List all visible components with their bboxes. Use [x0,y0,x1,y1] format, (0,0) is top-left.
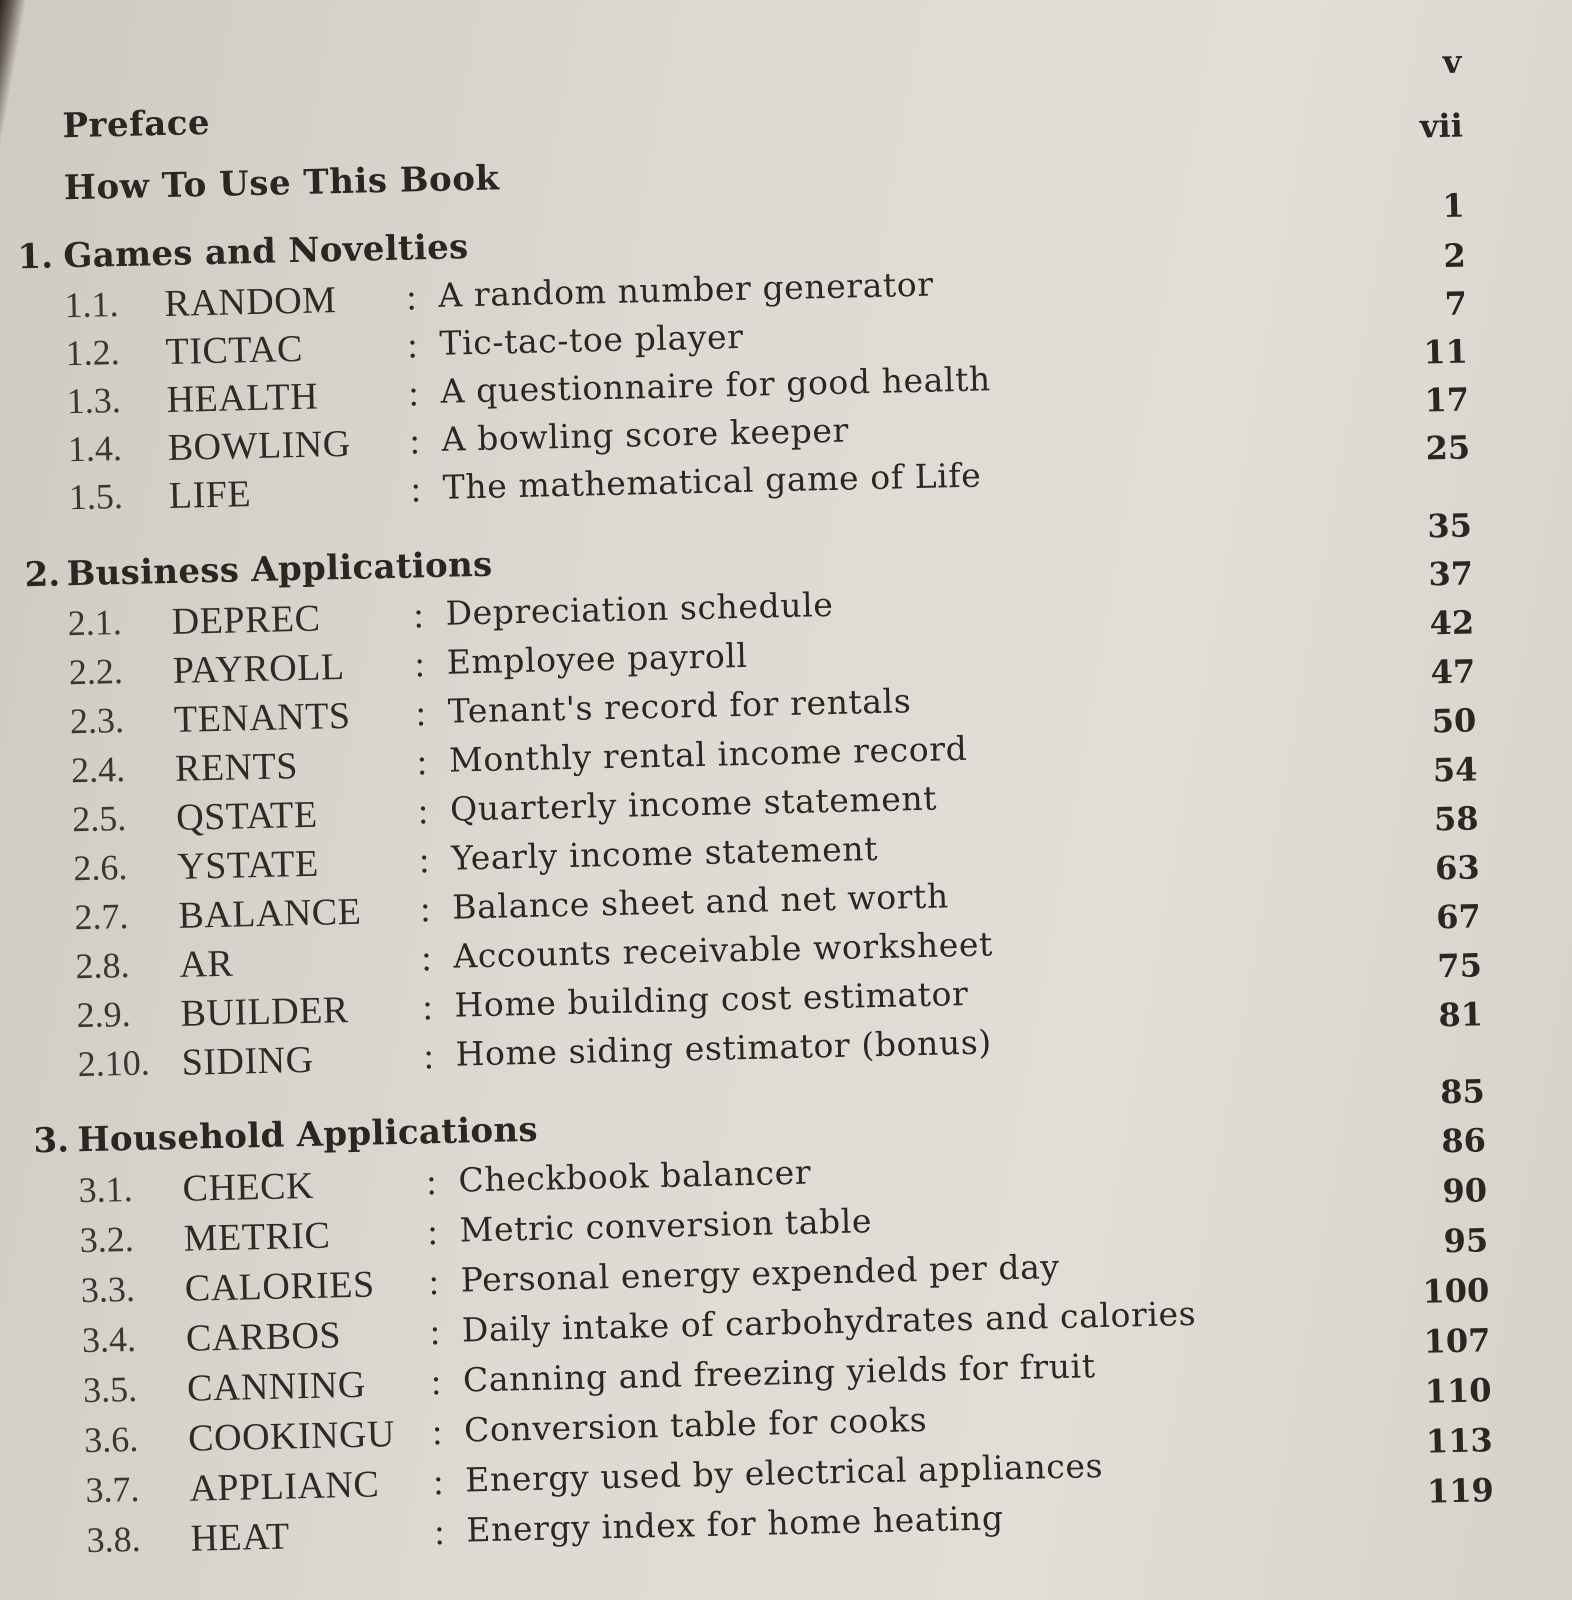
separator: : [409,421,421,462]
section-number: 2.9. [76,993,132,1036]
section-number: 2.7. [73,895,129,938]
separator: : [428,1262,440,1303]
section-description: The mathematical game of Life [442,455,982,507]
section-number: 1.3. [66,380,122,422]
separator: : [414,644,426,685]
section-description: Home siding estimator (bonus) [455,1022,993,1074]
section-description: Yearly income statement [450,828,879,878]
separator: : [418,840,430,881]
section-description: Conversion table for cooks [463,1399,928,1450]
page-number: 90 [1442,1171,1488,1211]
page-number: 58 [1433,799,1479,839]
separator: : [408,373,420,414]
separator: : [431,1412,443,1453]
separator: : [434,1511,445,1553]
page-number: 107 [1423,1321,1491,1361]
separator: : [419,889,431,930]
separator: : [410,469,422,510]
section-number: 3.5. [82,1368,138,1411]
section-name: QSTATE [175,793,319,839]
section-name: TENANTS [173,694,352,741]
separator: : [416,742,428,783]
page-number: 11 [1422,332,1469,372]
separator: : [423,1036,435,1077]
section-description: Metric conversion table [459,1201,873,1250]
section-description: Energy index for home heating [465,1498,1005,1550]
section-name: RENTS [174,745,299,790]
page-number: 63 [1434,848,1481,888]
section-name: RANDOM [164,279,337,326]
section-description: A questionnaire for good health [440,359,992,411]
entry-title: How To Use This Book [63,158,500,209]
page-number: 75 [1436,946,1483,986]
section-number: 2.3. [69,700,125,742]
section-number: 1.2. [65,332,121,374]
section-name: TICTAC [165,327,304,373]
section-name: PAYROLL [172,646,346,692]
section-description: Energy used by electrical appliances [464,1446,1104,1500]
page-number: 7 [1444,284,1468,323]
section-description: Monthly rental income record [448,728,968,780]
page-number: 100 [1422,1271,1490,1311]
section-description: Balance sheet and net worth [451,876,950,927]
section-name: CHECK [182,1164,315,1210]
page-number: 25 [1425,428,1471,468]
section-number: 3.1. [78,1168,134,1211]
section-description: Depreciation schedule [445,584,834,633]
section-number: 2.5. [71,798,127,840]
section-number: 3.2. [79,1218,135,1261]
section-name: METRIC [183,1214,331,1260]
page-number: 37 [1428,554,1474,594]
section-description: Canning and freezing yields for fruit [462,1346,1096,1400]
page-number: 2 [1443,236,1467,275]
separator: : [405,277,417,318]
page-number: 17 [1424,380,1470,420]
section-name: SIDING [181,1038,314,1084]
section-name: CARBOS [185,1314,342,1360]
separator: : [417,791,429,832]
section-name: CALORIES [184,1263,376,1310]
separator: : [429,1312,441,1353]
section-number: 3.4. [81,1318,137,1361]
section-number: 2.1. [67,602,123,644]
section-name: BALANCE [177,890,362,937]
section-number: 3.3. [80,1268,136,1311]
chapter-number: 2. [24,554,61,596]
section-description: Personal energy expended per day [460,1246,1061,1300]
page-number: v [1442,42,1462,81]
separator: : [413,595,425,636]
section-number: 2.10. [77,1042,151,1085]
section-description: A random number generator [437,264,935,315]
page-number: 119 [1426,1471,1495,1511]
section-name: AR [179,942,234,986]
chapter-title: Games and Novelties [62,227,469,277]
section-description: Quarterly income statement [449,778,938,829]
section-number: 2.6. [72,847,128,889]
separator: : [422,987,434,1028]
page-number: 35 [1426,506,1473,546]
section-number: 2.8. [75,944,130,987]
separator: : [407,325,419,366]
separator: : [427,1212,439,1253]
section-description: Daily intake of carbohydrates and calories [461,1293,1197,1350]
section-number: 3.8. [86,1518,141,1561]
section-number: 1.1. [64,284,119,326]
page-number: vii [1419,106,1464,146]
section-name: BUILDER [180,989,350,1035]
page-number: 86 [1440,1121,1487,1161]
separator: : [430,1362,442,1403]
page-number: 85 [1439,1072,1486,1112]
entry-title: Preface [62,102,211,147]
section-number: 2.2. [68,651,124,693]
section-description: Accounts receivable worksheet [452,924,994,976]
section-description: Home building cost estimator [454,973,969,1025]
chapter-number: 3. [33,1120,70,1162]
page-number: 67 [1435,897,1482,937]
section-name: LIFE [168,473,252,517]
page-number: 54 [1432,750,1478,790]
section-number: 2.4. [70,749,126,791]
separator: : [420,938,432,979]
chapter-number: 1. [16,236,54,278]
section-number: 3.6. [83,1418,139,1461]
page-number: 81 [1438,995,1484,1035]
section-name: CANNING [186,1363,367,1410]
section-name: HEALTH [166,375,319,421]
section-description: Tenant's record for rentals [447,681,912,731]
section-name: APPLIANC [188,1463,380,1510]
page-number: 47 [1430,652,1476,692]
section-description: A bowling score keeper [441,410,850,459]
chapter-title: Household Applications [77,1109,539,1161]
section-description: Checkbook balancer [458,1152,812,1200]
page-number: 42 [1429,603,1475,643]
section-description: Employee payroll [446,635,749,682]
section-number: 1.4. [67,428,123,470]
section-name: BOWLING [167,422,352,469]
page-number: 50 [1431,701,1477,741]
section-description: Tic-tac-toe player [439,316,744,363]
section-name: COOKINGU [187,1413,396,1460]
section-name: DEPREC [171,597,321,643]
page-number: 1 [1441,186,1466,225]
separator: : [415,693,427,734]
chapter-title: Business Applications [66,544,493,595]
page-number: 110 [1424,1371,1492,1411]
section-number: 3.7. [84,1468,140,1511]
page-number: 113 [1425,1421,1494,1461]
section-name: YSTATE [176,842,320,888]
section-name: HEAT [190,1515,291,1560]
section-number: 1.5. [68,476,124,518]
separator: : [426,1162,437,1203]
separator: : [432,1461,444,1503]
page-number: 95 [1443,1221,1489,1261]
